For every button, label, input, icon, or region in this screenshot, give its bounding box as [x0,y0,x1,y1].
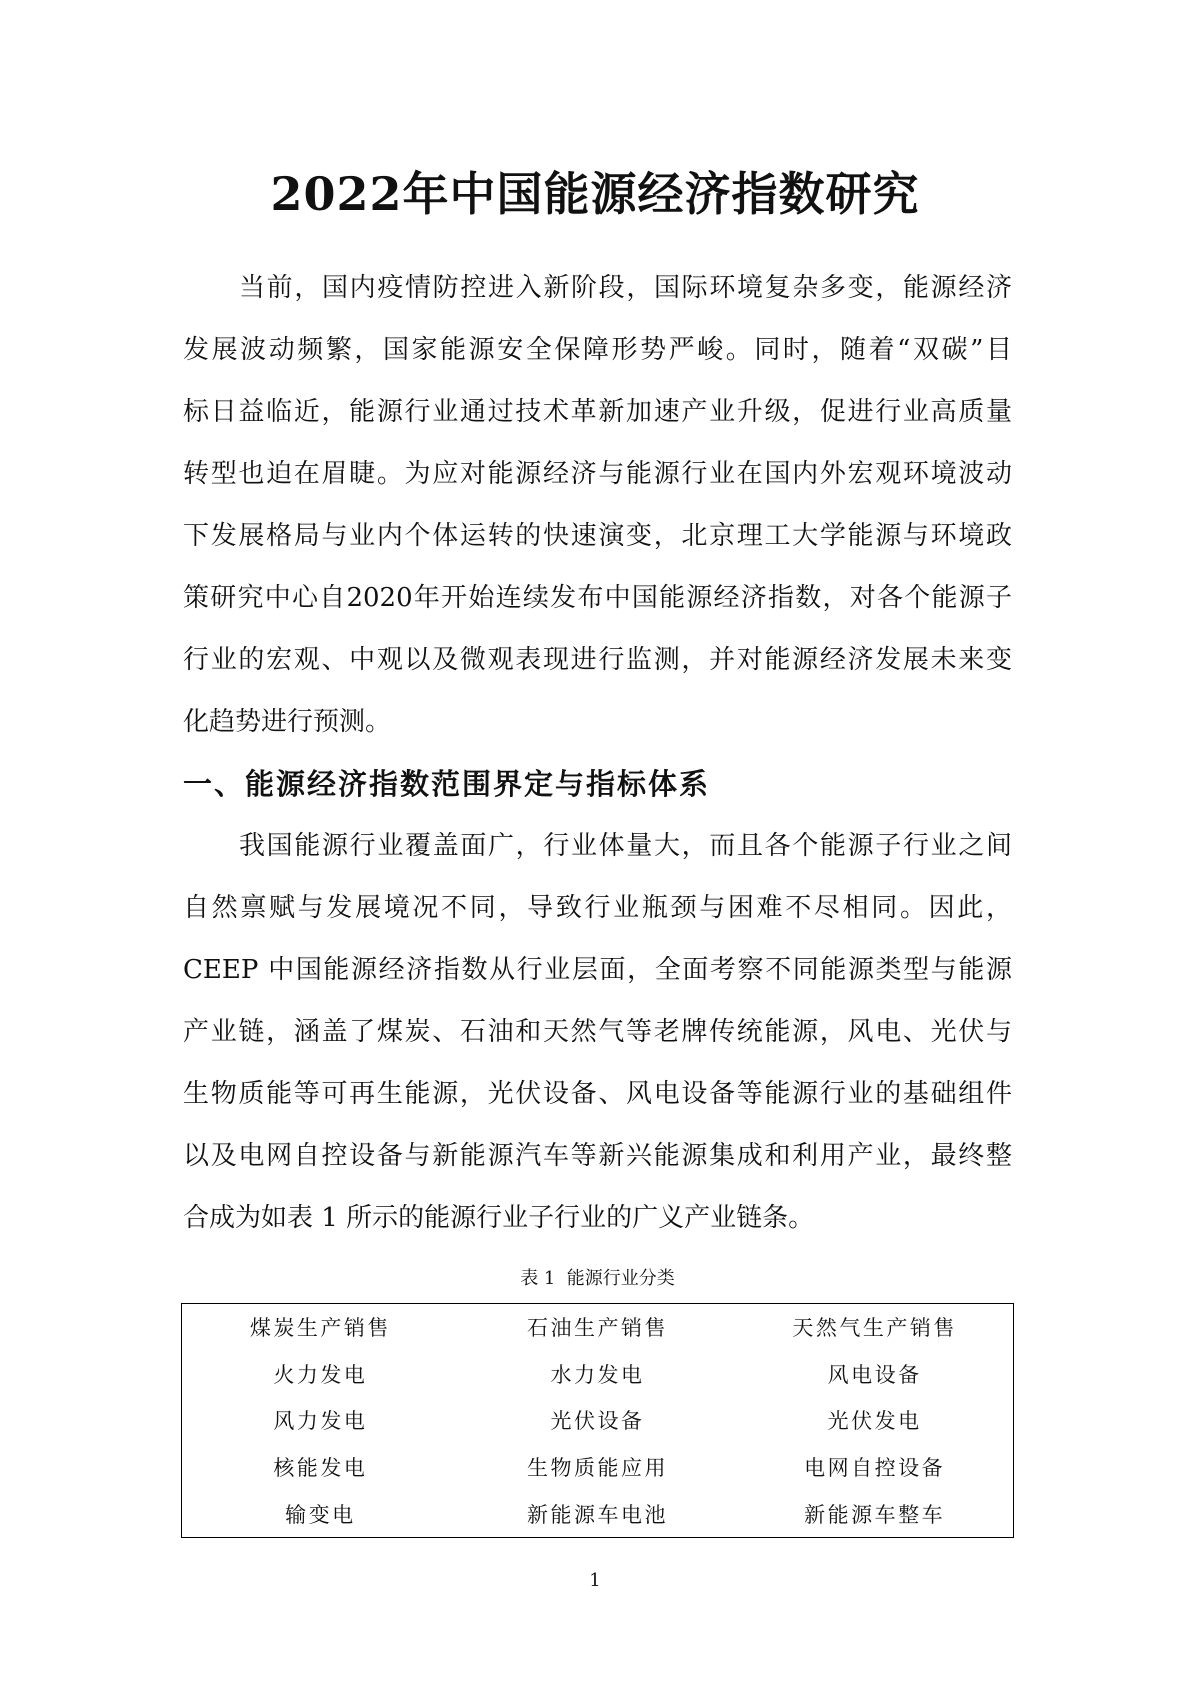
table-cell: 生物质能应用 [526,1456,668,1481]
paragraph-line: 策研究中心自2020年开始连续发布中国能源经济指数，对各个能源子 [183,583,1012,613]
table-cell: 输变电 [285,1502,356,1527]
paragraph-scope [183,815,1012,1249]
paragraph-line: 下发展格局与业内个体运转的快速演变，北京理工大学能源与环境政 [183,521,1012,551]
table-row [182,1444,1014,1491]
table-cell: 煤炭生产销售 [249,1316,391,1341]
table-cell: 光伏发电 [827,1409,922,1434]
paragraph-line: 化趋势进行预测。 [183,707,392,737]
table-cell: 风电设备 [827,1362,922,1387]
table-row [182,1397,1014,1444]
paragraph-line: 转型也迫在眉睫。为应对能源经济与能源行业在国内外宏观环境波动 [183,459,1012,489]
paragraph-line: 产业链，涵盖了煤炭、石油和天然气等老牌传统能源，风电、光伏与 [183,1017,1012,1047]
paragraph-intro [183,257,1012,753]
energy-industry-table [181,1303,1014,1538]
document-title: 2022年中国能源经济指数研究 [270,167,920,221]
paragraph-line: 行业的宏观、中观以及微观表现进行监测，并对能源经济发展未来变 [183,645,1012,675]
paragraph-line: 以及电网自控设备与新能源汽车等新兴能源集成和利用产业，最终整 [183,1141,1012,1171]
table-cell: 天然气生产销售 [792,1316,957,1341]
paragraph-line: 我国能源行业覆盖面广，行业体量大，而且各个能源子行业之间 [239,831,1012,861]
table-cell: 石油生产销售 [526,1316,668,1341]
paragraph-line: 合成为如表 1 所示的能源行业子行业的广义产业链条。 [183,1203,815,1233]
table-cell: 光伏设备 [550,1409,645,1434]
paragraph-line: 生物质能等可再生能源，光伏设备、风电设备等能源行业的基础组件 [183,1079,1012,1109]
section-heading: 一、能源经济指数范围界定与指标体系 [183,767,711,801]
paragraph-line: 当前，国内疫情防控进入新阶段，国际环境复杂多变，能源经济 [239,273,1012,303]
table-cell: 火力发电 [273,1362,368,1387]
table-cell: 核能发电 [273,1456,368,1481]
table-cell: 新能源车电池 [526,1502,668,1527]
table-row [182,1351,1014,1398]
table-row [182,1304,1014,1351]
paragraph-line: 发展波动频繁，国家能源安全保障形势严峻。同时，随着“双碳”目 [183,335,1012,365]
table-cell: 电网自控设备 [804,1456,946,1481]
paragraph-line: CEEP 中国能源经济指数从行业层面，全面考察不同能源类型与能源 [183,955,1012,985]
paragraph-line: 自然禀赋与发展境况不同，导致行业瓶颈与困难不尽相同。因此， [183,893,1012,923]
table-caption: 表 1 能源行业分类 [520,1268,675,1289]
table-row [182,1490,1014,1537]
table-cell: 水力发电 [550,1362,645,1387]
table-cell: 风力发电 [273,1409,368,1434]
document-body [183,257,1012,1249]
page-number: 1 [589,1570,601,1591]
table-cell: 新能源车整车 [804,1502,946,1527]
paragraph-line: 标日益临近，能源行业通过技术革新加速产业升级，促进行业高质量 [183,397,1012,427]
